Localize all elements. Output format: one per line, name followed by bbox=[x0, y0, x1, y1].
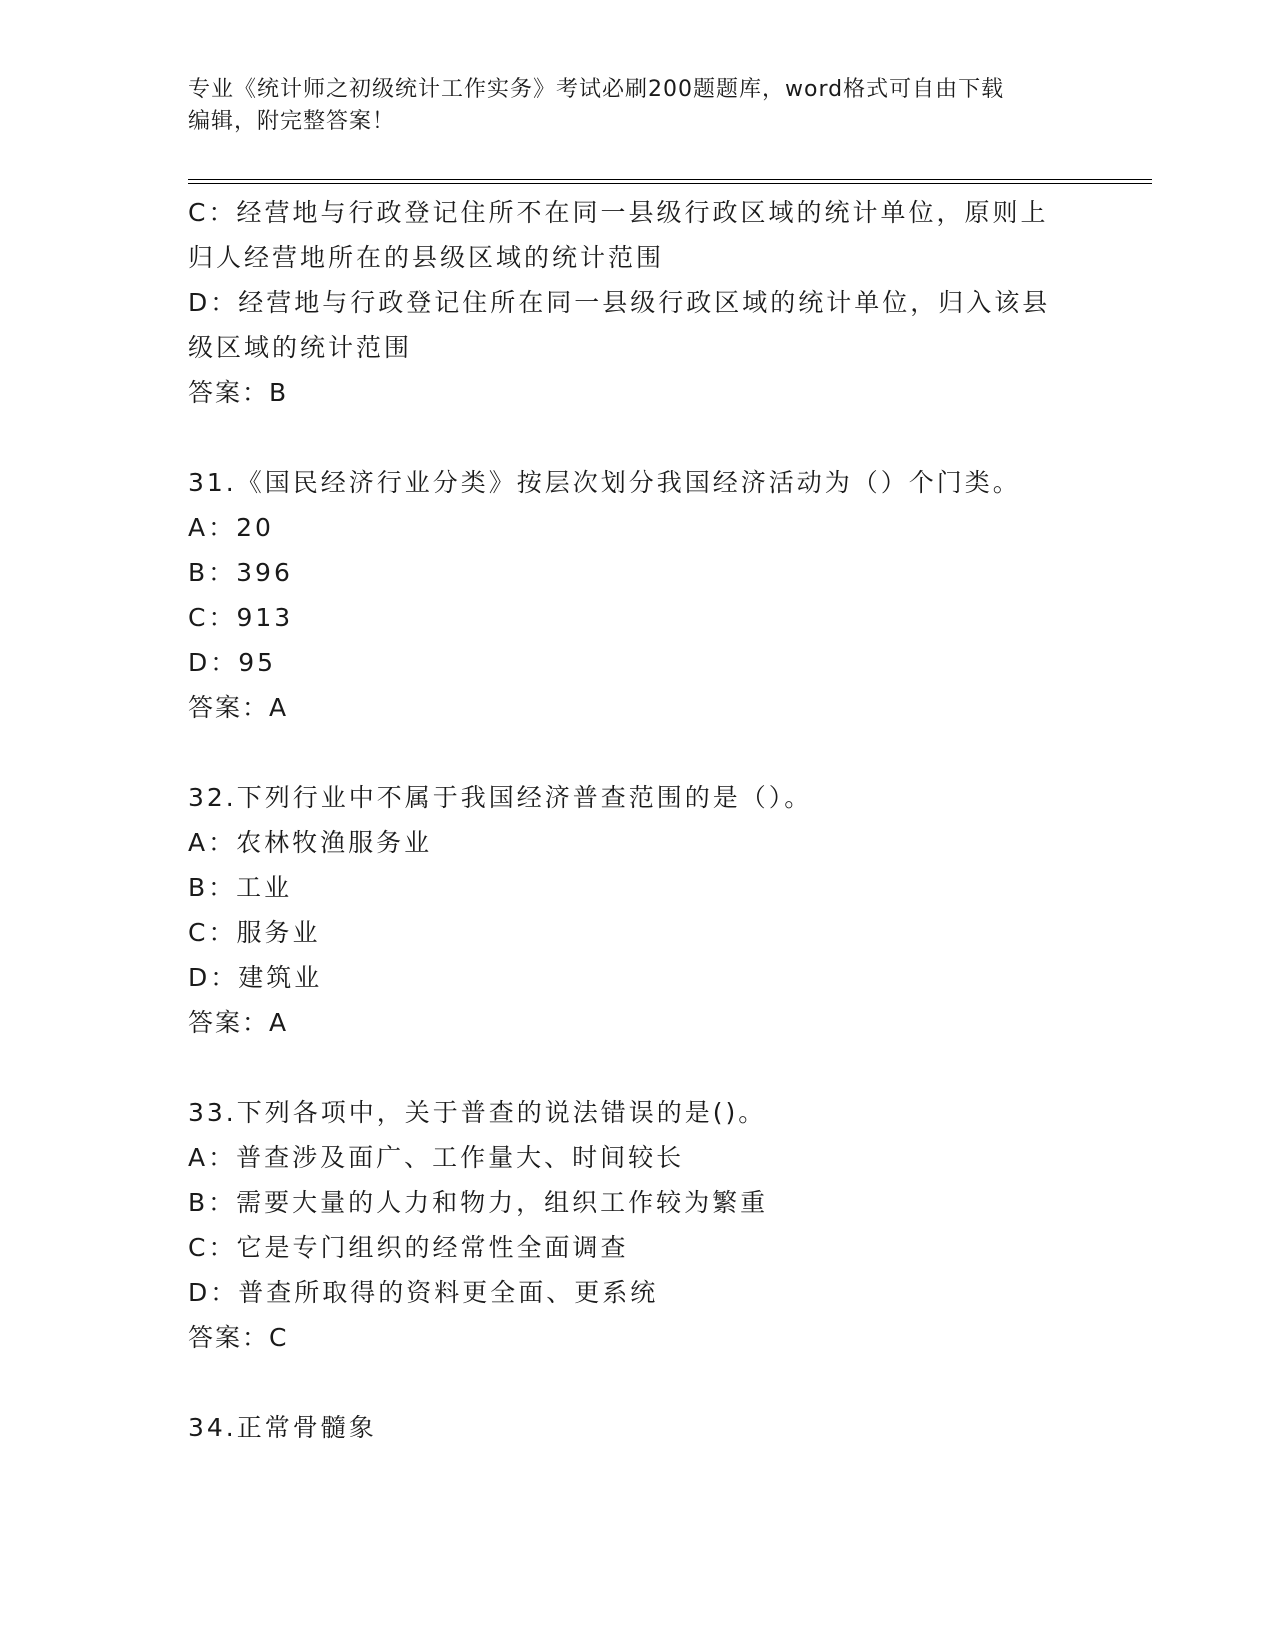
option-a: A：20 bbox=[188, 513, 274, 542]
option-d-line-1: D：经营地与行政登记住所在同一县级行政区域的统计单位，归入该县 bbox=[188, 288, 1051, 317]
option-b: B：工业 bbox=[188, 873, 293, 902]
question-text: 34.正常骨髓象 bbox=[188, 1413, 377, 1442]
question-list bbox=[188, 190, 1088, 1450]
question-32-block bbox=[188, 775, 1088, 1045]
question-text: 32.下列行业中不属于我国经济普查范围的是（）。 bbox=[188, 783, 813, 812]
question-34-block bbox=[188, 1405, 1088, 1450]
question-30-block bbox=[188, 190, 1088, 415]
option-d: D：普查所取得的资料更全面、更系统 bbox=[188, 1278, 659, 1307]
document-header bbox=[188, 74, 1088, 138]
option-d: D：建筑业 bbox=[188, 963, 323, 992]
answer: 答案：B bbox=[188, 378, 289, 407]
option-c: C：它是专门组织的经常性全面调查 bbox=[188, 1233, 629, 1262]
spacer bbox=[188, 1360, 1088, 1405]
answer: 答案：A bbox=[188, 1008, 289, 1037]
question-33-block bbox=[188, 1090, 1088, 1360]
option-a: A：农林牧渔服务业 bbox=[188, 828, 433, 857]
option-c-line-1: C：经营地与行政登记住所不在同一县级行政区域的统计单位，原则上 bbox=[188, 198, 1049, 227]
option-c: C：服务业 bbox=[188, 918, 321, 947]
answer: 答案：C bbox=[188, 1323, 289, 1352]
option-b: B：需要大量的人力和物力，组织工作较为繁重 bbox=[188, 1188, 769, 1217]
answer: 答案：A bbox=[188, 693, 289, 722]
question-text: 31.《国民经济行业分类》按层次划分我国经济活动为（）个门类。 bbox=[188, 468, 1021, 497]
spacer bbox=[188, 730, 1088, 775]
spacer bbox=[188, 415, 1088, 460]
question-31-block bbox=[188, 460, 1088, 730]
option-b: B：396 bbox=[188, 558, 293, 587]
header-divider-bottom bbox=[188, 183, 1152, 184]
option-d: D：95 bbox=[188, 648, 277, 677]
option-d-line-2: 级区域的统计范围 bbox=[188, 333, 413, 362]
option-c-line-2: 归人经营地所在的县级区域的统计范围 bbox=[188, 243, 665, 272]
header-divider-top bbox=[188, 179, 1152, 180]
option-a: A：普查涉及面广、工作量大、时间较长 bbox=[188, 1143, 685, 1172]
header-line-2: 编辑，附完整答案！ bbox=[188, 109, 396, 134]
option-c: C：913 bbox=[188, 603, 294, 632]
question-text: 33.下列各项中，关于普查的说法错误的是()。 bbox=[188, 1098, 767, 1127]
spacer bbox=[188, 1045, 1088, 1090]
header-line-1: 专业《统计师之初级统计工作实务》考试必刷200题题库，word格式可自由下载 bbox=[188, 77, 1005, 102]
